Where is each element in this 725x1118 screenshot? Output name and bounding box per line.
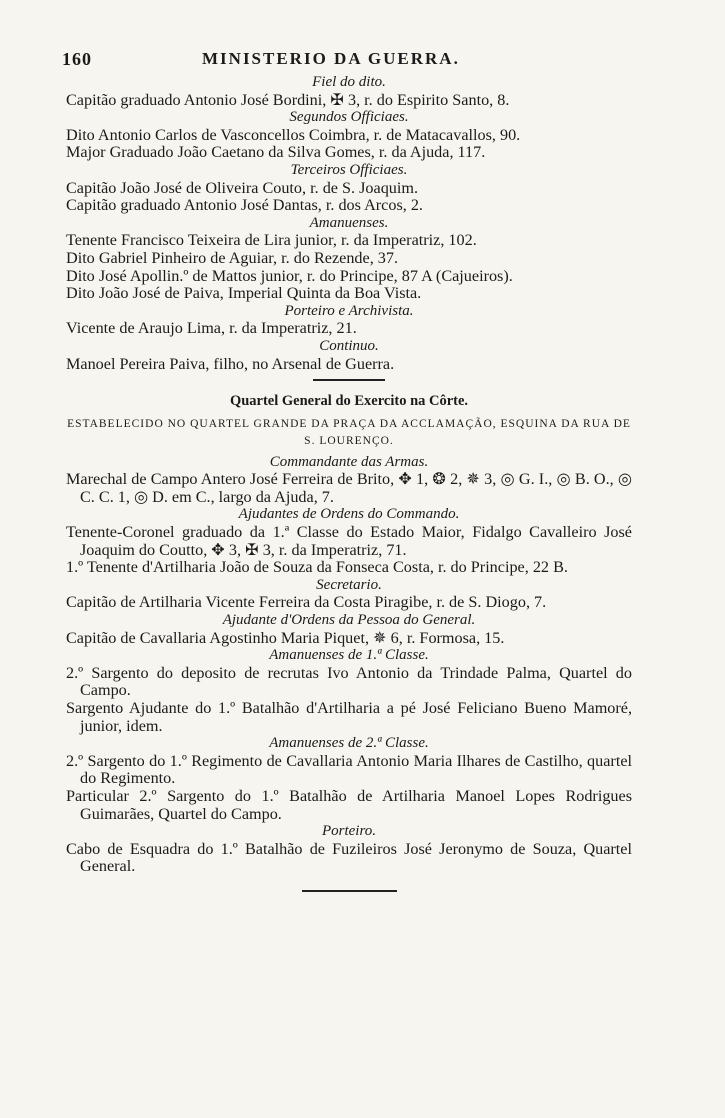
entry-palma: 2.º Sargento do deposito de recrutas Ivo Antonio da Trindade Palma, Quartel do Campo.	[66, 663, 632, 700]
heading-continuo: Continuo.	[319, 337, 379, 354]
entry-brito: Marechal de Campo Antero José Ferreira de Brito, ✥ 1, ❂ 2, ✵ 3, ◎ G. I., ◎ B. O., ◎ C. C. 1, ◎ D. em C., largo da Ajuda, 7.	[66, 470, 632, 506]
page-body	[66, 74, 632, 892]
heading-porteiro: Porteiro.	[321, 823, 377, 840]
entry-piragibe: Capitão de Artilharia Vicente Ferreira da Costa Piragibe, r. de S. Diogo, 7.	[66, 593, 547, 612]
entry-dantas: Capitão graduado Antonio José Dantas, r. dos Arcos, 2.	[66, 196, 423, 215]
entry-coutto: Tenente-Coronel graduado da 1.ª Classe do Estado Maior, Fidalgo Cavalleiro José Joaquim do Coutto, ✥ 3, ✠ 3, r. da Imperatriz, 71.	[66, 523, 632, 559]
heading-ajudantes-commando: Ajudantes de Ordens do Commando.	[238, 506, 460, 523]
entry-piquet: Capitão de Cavallaria Agostinho Maria Piquet, ✵ 6, r. Formosa, 15.	[66, 628, 505, 647]
entry-lira: Tenente Francisco Teixeira de Lira junior, r. da Imperatriz, 102.	[66, 231, 477, 250]
entry-souza: Cabo de Esquadra do 1.º Batalhão de Fuzileiros José Jeronymo de Souza, Quartel General.	[66, 839, 632, 876]
section-subtitle: ESTABELECIDO NO QUARTEL GRANDE DA PRAÇA DA ACCLAMAÇÃO, ESQUINA DA RUA DE S. LOURENÇO.	[67, 417, 631, 447]
heading-amanuenses: Amanuenses.	[309, 214, 389, 231]
heading-porteiro-archivista: Porteiro e Archivista.	[284, 302, 414, 319]
entry-mattos: Dito José Apollin.º de Mattos junior, r. do Principe, 87 A (Cajueiros).	[66, 266, 513, 285]
entry-bordini: Capitão graduado Antonio José Bordini, ✠ 3, r. do Espirito Santo, 8.	[66, 90, 510, 109]
page-header	[62, 47, 662, 73]
heading-secretario: Secretario.	[316, 576, 382, 593]
entry-couto: Capitão João José de Oliveira Couto, r. de S. Joaquim.	[66, 178, 419, 197]
entry-paiva: Dito João José de Paiva, Imperial Quinta da Boa Vista.	[66, 284, 422, 303]
heading-terceiros-officiaes: Terceiros Officiaes.	[290, 161, 408, 178]
heading-ajudante-pessoa: Ajudante d'Ordens da Pessoa do General.	[222, 612, 476, 629]
heading-amanuenses-1: Amanuenses de 1.ª Classe.	[269, 647, 429, 664]
page-title: MINISTERIO DA GUERRA.	[202, 49, 460, 68]
divider	[313, 379, 385, 381]
heading-amanuenses-2: Amanuenses de 2.ª Classe.	[269, 735, 429, 752]
entry-aguiar: Dito Gabriel Pinheiro de Aguiar, r. do Rezende, 37.	[66, 248, 399, 267]
entry-costa: 1.º Tenente d'Artilharia João de Souza da Fonseca Costa, r. do Principe, 22 B.	[66, 558, 568, 577]
entry-manoel-paiva: Manoel Pereira Paiva, filho, no Arsenal de Guerra.	[66, 354, 395, 373]
entry-gomes: Major Graduado João Caetano da Silva Gomes, r. da Ajuda, 117.	[66, 143, 486, 162]
heading-commandante: Commandante das Armas.	[269, 453, 429, 470]
bottom-divider	[302, 890, 397, 892]
entry-coimbra: Dito Antonio Carlos de Vasconcellos Coimbra, r. de Matacavallos, 90.	[66, 125, 521, 144]
entry-mamore: Sargento Ajudante do 1.º Batalhão d'Artilharia a pé José Feliciano Bueno Mamoré, junior, idem.	[66, 699, 632, 735]
heading-segundos-officiaes: Segundos Officiaes.	[289, 109, 409, 126]
heading-fiel: Fiel do dito.	[312, 74, 386, 90]
page-number: 160	[62, 49, 92, 69]
entry-lima: Vicente de Araujo Lima, r. da Imperatriz, 21.	[66, 319, 357, 338]
entry-guimaraes: Particular 2.º Sargento do 1.º Batalhão de Artilharia Manoel Lopes Rodrigues Guimarães, Quartel do Campo.	[66, 786, 632, 823]
section-title: Quartel General do Exercito na Côrte.	[229, 393, 469, 410]
entry-castilho: 2.º Sargento do 1.º Regimento de Cavallaria Antonio Maria Ilhares de Castilho, quartel do Regimento.	[66, 751, 632, 788]
